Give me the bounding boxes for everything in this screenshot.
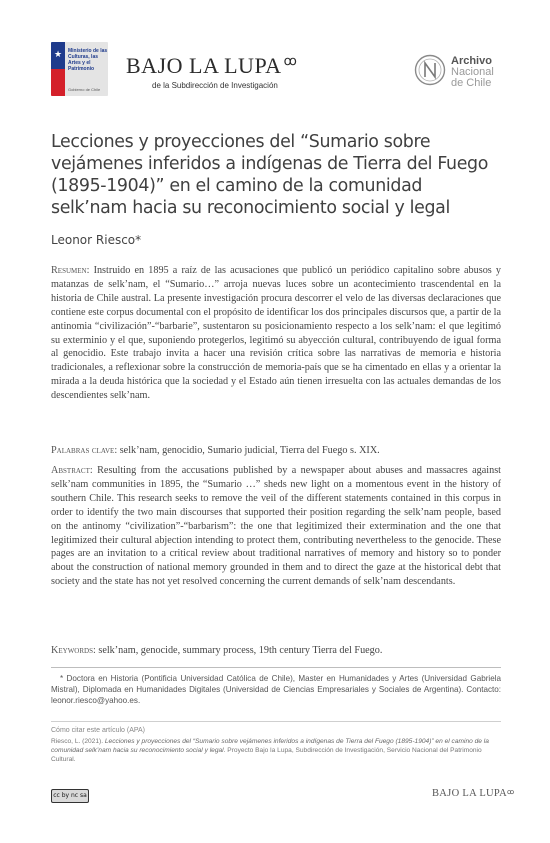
archivo-seal-icon bbox=[414, 54, 446, 86]
ministry-foot: Gobierno de Chile bbox=[68, 87, 101, 92]
abstract-text: Resulting from the accusations published by a newspaper about abuses and massacres against selk’nam communities in 1895, the “Sumario …” sheds new light on a momentous event in the history of southern Chile. This research seeks to remove the veil of the different statements contained in this corpus in order to identify the two main discourses that supported their position regarding the selk’nam people, based on the antinomy “civilization”-“barbarism”: the one that legitimized their extermination and the one that legitimized their cultural abjection intending to protect them, contributing nevertheless to the genocide. These pages are an invitation to a critical review about traditional narratives of memory and history so to ponder about the construction of national memory grounded in them and to direct the gaze at the historical debt that society and the state has not yet resolved concerning the current demands of selk’nam descendants. bbox=[51, 465, 501, 588]
ministry-name: Ministerio de las Culturas, las Artes y el Patrimonio bbox=[68, 48, 108, 72]
resumen-label: Resumen: bbox=[51, 265, 90, 276]
ministry-logo bbox=[51, 42, 108, 96]
footer-brand-mark-icon: ꝏ bbox=[506, 788, 515, 796]
citation-title: Lecciones y proyecciones del “Sumario sobre vejámenes inferidos a indígenas de Tierra del Fuego (1895-1904)” en el camino de la comunidad selk’nam hacia su reconocimiento social y legal bbox=[51, 738, 489, 755]
palabras-clave-label: Palabras clave: bbox=[51, 445, 118, 456]
brand-title: BAJO LA LUPA $^ꝏ$ bbox=[126, 53, 298, 78]
citation-label: Cómo citar este artículo (APA) bbox=[51, 727, 146, 734]
brand-subtitle: de la Subdirección de Investigación bbox=[152, 81, 278, 90]
resumen-text: Instruido en 1895 a raíz de las acusaciones que publicó un periódico capitalino sobre abusos y matanzas de selk’nam, el “Sumario…” arroja nuevas luces sobre un acontecimiento trascendental en la historia de Chile austral. La presente investigación procura descorrer el velo de las diversas declaraciones que contiene este corpus documental con el propósito de identificar los dos principales discursos que, a partir de la antinomia “civilización”-“barbarie”, sustentaron su posicionamiento respecto a los selk’nam: el que legitimó su exterminio y el que, suponiendo protegerlos, legitimó su abyección cultural, contribuyendo de igual forma al genocidio. Este trabajo invita a hacer una revisión crítica sobre las narrativas de memoria e historia tradicionales, a reflexionar sobre la construcción de memoria-país que se ha cimentado en ellas y a orientar la mirada a la deuda histórica que la sociedad y el Estado aún tienen irresuelta con las actuales demandas de los descendientes selk’nam. bbox=[51, 265, 501, 402]
article-author: Leonor Riesco* bbox=[51, 233, 142, 247]
article-title: Lecciones y proyecciones del “Sumario sobre vejámenes inferidos a indígenas de Tierra del Fuego (1895-1904)” en el camino de la comunidad selk’nam hacia su reconocimiento social y legal bbox=[51, 132, 489, 218]
archivo-nacional-label: Archivo Nacional de Chile bbox=[451, 55, 494, 89]
abstract-paragraph bbox=[51, 464, 501, 589]
footer-brand: BAJO LA $LUPA^ꝏ$ bbox=[432, 788, 515, 799]
palabras-clave-paragraph bbox=[51, 444, 501, 458]
footnote-divider bbox=[51, 667, 501, 668]
creative-commons-license-icon[interactable]: cc by nc sa bbox=[51, 789, 89, 803]
palabras-clave-text: selk’nam, genocidio, Sumario judicial, Tierra del Fuego s. XIX. bbox=[119, 445, 380, 456]
chile-flag-icon: ★ bbox=[51, 42, 65, 96]
citation-text: Riesco, L. (2021). Lecciones y proyecciones del “Sumario sobre vejámenes inferidos a indígenas de Tierra del Fuego (1895-1904)” en el camino de la comunidad selk’nam hacia su reconocimiento social y legal. Proyecto Bajo la Lupa, Subdirección de Investigación, Servicio Nacional del Patrimonio Cultural. bbox=[51, 738, 489, 764]
keywords-text: selk’nam, genocide, summary process, 19th century Tierra del Fuego. bbox=[98, 645, 383, 656]
author-footnote: * Doctora en Historia (Pontificia Universidad Católica de Chile), Master en Humanidades y Artes (Universidad Gabriela Mistral), Diplomada en Humanidades Digitales (Universidad de Ciencias Empresariales y Sociales de Argentina). Contacto: leonor.riesco@yahoo.es. bbox=[51, 674, 501, 705]
keywords-label: Keywords: bbox=[51, 645, 96, 656]
abstract-label: Abstract: bbox=[51, 465, 93, 476]
citation-divider bbox=[51, 721, 501, 722]
resumen-paragraph bbox=[51, 264, 501, 403]
keywords-paragraph bbox=[51, 644, 501, 658]
brand-mark-icon: ꝏ bbox=[283, 53, 298, 68]
